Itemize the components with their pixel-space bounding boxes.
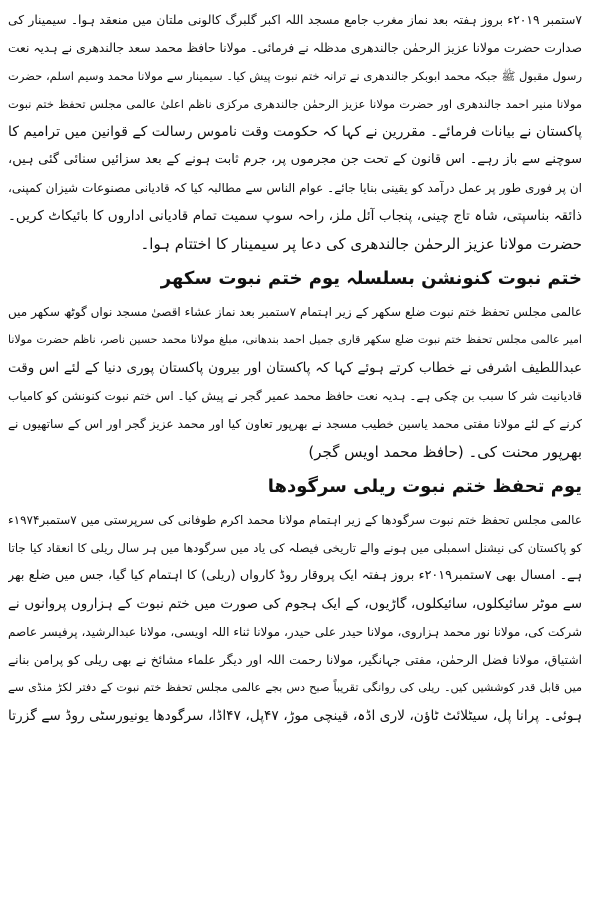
multan-seminar-report [8,6,582,258]
text-line: ذائقہ بناسپتی، شاہ تاج چینی، پنجاب آئل ملز، راحہ سوپ سمیت تمام قادیانی اداروں کا بائیکاٹ کریں۔ [8,208,582,224]
text-line: بھرپور محنت کی۔ (حافظ محمد اویس گجر) [308,443,582,461]
text-line: ہے۔ امسال بھی ۷ستمبر۲۰۱۹ء بروز ہفتہ ایک پروقار روڈ کارواں (ریلی) کا اہتمام کیا گیا، جس میں ضلع بھر [8,568,582,583]
text-line: کو پاکستان کی نیشنل اسمبلی میں ہونے والے تاریخی فیصلہ کی یاد میں سرگودھا میں ہر سال ریلی کا انعقاد کیا جاتا [8,541,582,555]
text-line: ۷ستمبر ۲۰۱۹ء بروز ہفتہ بعد نماز مغرب جامع مسجد اللہ اکبر گلبرگ کالونی ملتان میں منعقد ہوا۔ سیمینار کی [8,13,582,27]
text-line: ان پر فوری طور پر عمل درآمد کو یقینی بنایا جائے۔ عوام الناس سے مطالبہ کیا کہ قادیانی مصنوعات شیزان کمپنی، [8,181,582,195]
text-line: سے موٹر سائیکلوں، سائیکلوں، گاڑیوں، کے ایک ہجوم کی صورت میں ختم نبوت کے ہزاروں پروانوں نے [8,596,582,612]
sukkur-convention-heading: ختم نبوت کنونشن بسلسلہ یوم ختم نبوت سکھر [160,268,582,289]
text-line: میں قابل قدر کوششیں کیں۔ ریلی کی روانگی تقریباً صبح دس بجے عالمی مجلس تحفظ ختم نبوت کے دفتر لکڑ منڈی سے [8,681,582,694]
text-line: امیر عالمی مجلس تحفظ ختم نبوت ضلع سکھر قاری جمیل احمد بندھانی، مبلغ مولانا محمد حسین ناصر، ناظم حضرت مولانا [8,333,582,346]
text-line: شرکت کی، مولانا نور محمد ہزاروی، مولانا حیدر علی حیدر، مولانا ثناء اللہ اویسی، مولانا عبدالرشید، پرفیسر عاصم [8,625,582,639]
text-line: رسول مقبول ﷺ جبکہ محمد ابوبکر جالندھری نے ترانہ ختم نبوت پیش کیا۔ سیمینار سے مولانا محمد وسیم اسلم، حضرت [8,69,582,83]
text-line: قادیانیت شر کا سبب بن چکی ہے۔ ہدیہ نعت حافظ محمد عمیر گجر نے پیش کیا۔ اس ختم نبوت کنونشن کو کامیاب [8,389,582,403]
text-line: مولانا منیر احمد جالندھری اور حضرت مولانا عزیز الرحمٰن جالندھری مرکزی ناظم اعلیٰ عالمی مجلس تحفظ ختم نبوت [8,97,582,111]
text-line: عالمی مجلس تحفظ ختم نبوت سرگودھا کے زیر اہتمام مولانا محمد اکرم طوفانی کی سرپرستی میں ۷ستمبر۱۹۷۴ء [8,513,582,527]
text-line: عالمی مجلس تحفظ ختم نبوت ضلع سکھر کے زیر اہتمام ۷ستمبر بعد نماز عشاء اقصیٰ مسجد نواں گوٹھ سکھر میں [8,305,582,319]
text-line: عبداللطیف اشرفی نے خطاب کرتے ہوئے کہا کہ پاکستان اور بیرون پاکستان پوری دنیا کے لئے اس وقت [8,360,582,376]
sukkur-convention-paragraph [8,298,582,466]
text-line: صدارت حضرت مولانا عزیز الرحمٰن جالندھری مدظلہ نے فرمائی۔ مولانا حافظ محمد سعد جالندھری نے ہدیہ نعت [8,41,582,55]
multan-seminar-paragraph [8,6,582,258]
sargodha-rally-heading: یوم تحفظ ختم نبوت ریلی سرگودھا [267,476,582,497]
sargodha-rally-report [8,472,582,730]
text-line: اشتیاق، مولانا فضل الرحمٰن، مفتی جہانگیر، مولانا رحمت اللہ اور دیگر علماء مشائخ نے بھی ریلی کو پرامن بنانے [8,653,582,667]
sukkur-convention-report [8,264,582,466]
text-line: حضرت مولانا عزیز الرحمٰن جالندھری کی دعا پر سیمینار کا اختتام ہوا۔ [140,235,582,253]
text-line: سوچنے سے باز رہے۔ اس قانون کے تحت جن مجرموں پر، جرم ثابت ہونے کے بعد سزائیں سنائی گئی ہیں، [8,152,582,167]
sargodha-rally-paragraph [8,506,582,730]
text-line: کرنے کے لئے مولانا مفتی محمد یاسین خطیب مسجد نے بھرپور تعاون کیا اور محمد عزیز گجر اور اس کے ساتھیوں نے [8,417,582,431]
text-line: ہوئی۔ پرانا پل، سیٹلائٹ ٹاؤن، لاری اڈہ، قینچی موڑ، ۴۷پل، ۴۷اڈا، سرگودھا یونیورسٹی روڈ سے گزرتا [8,708,582,724]
text-line: پاکستان نے بیانات فرمائے۔ مقررین نے کہا کہ حکومت وقت ناموس رسالت کے قوانین میں ترامیم کا [8,124,582,140]
